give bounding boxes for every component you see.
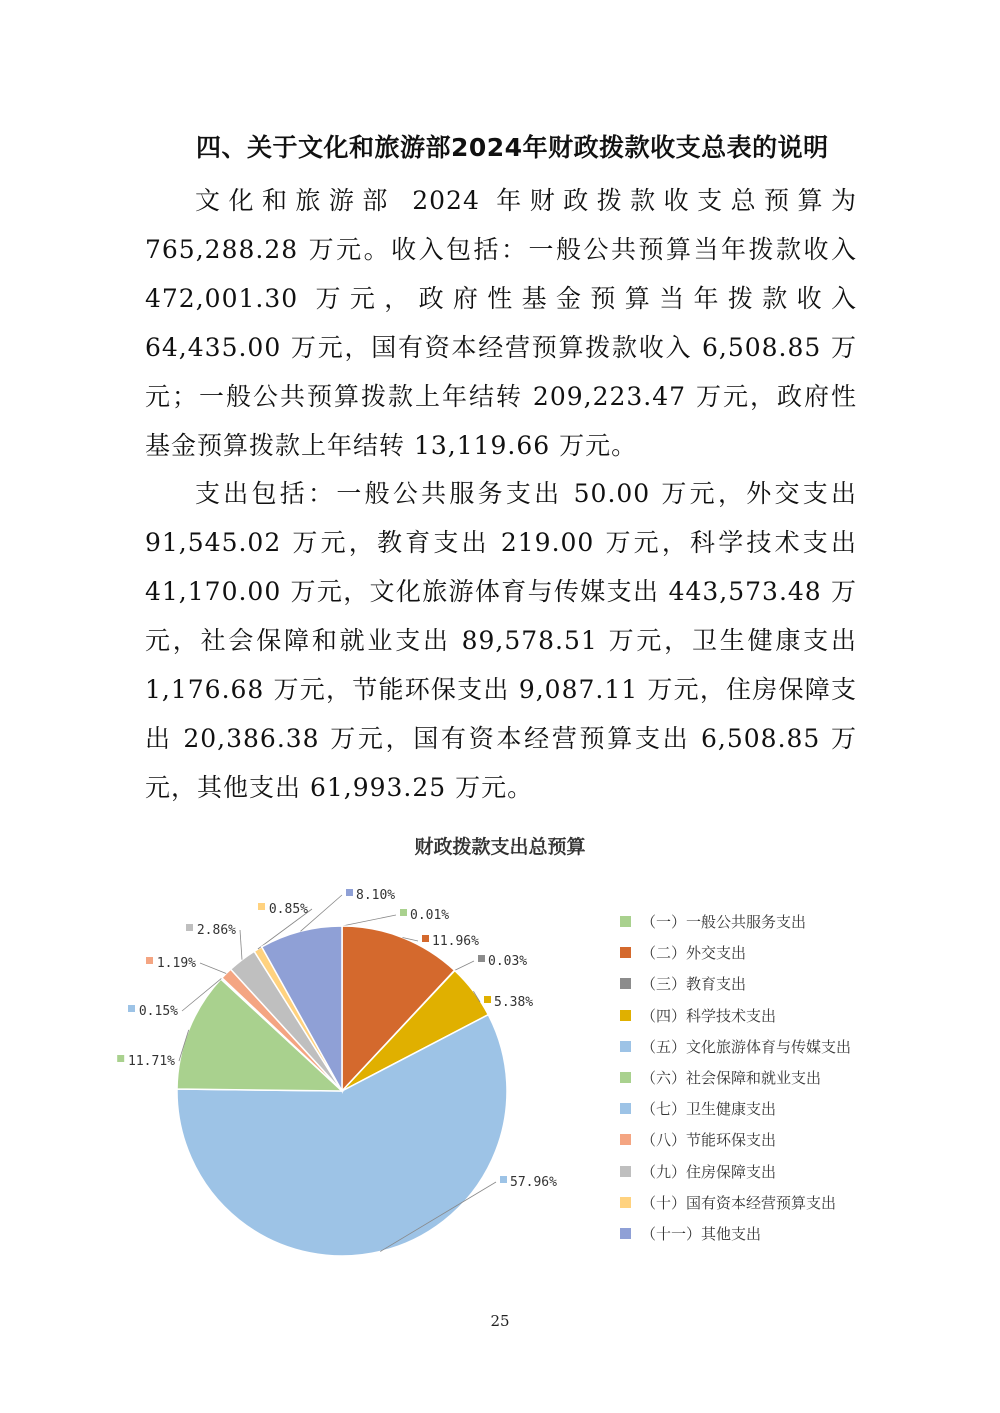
data-label-marker — [422, 935, 429, 942]
data-label: 5.38% — [494, 995, 534, 1010]
legend-item — [620, 937, 990, 968]
legend-swatch — [620, 947, 631, 958]
label-leader-line — [200, 963, 226, 974]
data-label-marker — [117, 1055, 124, 1062]
data-label: 2.86% — [196, 923, 236, 938]
legend-item — [620, 1187, 990, 1218]
legend-swatch — [620, 1197, 631, 1208]
paragraph-income: 文化和旅游部 2024 年财政拨款收支总预算为 765,288.28 万元。收入包括：一般公共预算当年拨款收入 472,001.30 万元，政府性基金预算当年拨款收入 64,435.00 万元，国有资本经营预算拨款收入 6,508.85 万元；一般公共预算拨款上年结转 209,223.47 万元，政府性基金预算拨款上年结转 13,119.66 万元。 — [145, 186, 857, 460]
paragraph-expense: 支出包括：一般公共服务支出 50.00 万元，外交支出 91,545.02 万元，教育支出 219.00 万元，科学技术支出 41,170.00 万元，文化旅游体育与传媒支出 443,573.48 万元，社会保障和就业支出 89,578.51 万元，卫生健康支出 1,176.68 万元，节能环保支出 9,087.11 万元，住房保障支出 20,386.38 万元，国有资本经营预算支出 6,508.85 万元，其他支出 61,993.25 万元。 — [145, 479, 857, 802]
legend-label: （三）教育支出 — [641, 975, 747, 994]
page-number: 25 — [490, 1312, 510, 1330]
legend-swatch — [620, 1072, 631, 1083]
legend-item — [620, 1124, 990, 1155]
label-leader-line — [455, 961, 474, 970]
data-label: 1.19% — [156, 956, 196, 971]
chart-title: 财政拨款支出总预算 — [414, 836, 586, 858]
legend-item — [620, 968, 990, 999]
data-label: 11.96% — [432, 934, 479, 949]
data-label: 0.03% — [488, 954, 528, 969]
legend-item — [620, 1031, 990, 1062]
legend-item — [620, 906, 990, 937]
legend-label: （一）一般公共服务支出 — [641, 913, 807, 932]
legend-swatch — [620, 1103, 631, 1114]
data-label-marker — [484, 996, 491, 1003]
data-label-marker — [478, 955, 485, 962]
data-label: 11.71% — [128, 1054, 175, 1069]
section-heading: 四、关于文化和旅游部2024年财政拨款收支总表的说明 — [196, 133, 829, 162]
legend-label: （四）科学技术支出 — [641, 1006, 777, 1025]
legend-item — [620, 1000, 990, 1031]
data-label: 57.96% — [510, 1175, 557, 1190]
legend-label: （八）节能环保支出 — [641, 1131, 777, 1150]
legend-item — [620, 1093, 990, 1124]
data-label-marker — [500, 1176, 507, 1183]
legend-swatch — [620, 978, 631, 989]
legend-label: （七）卫生健康支出 — [641, 1100, 777, 1119]
legend-swatch — [620, 1134, 631, 1145]
legend-label: （十）国有资本经营预算支出 — [641, 1193, 837, 1212]
data-label-marker — [258, 903, 265, 910]
legend-swatch — [620, 1010, 631, 1021]
legend-label: （九）住房保障支出 — [641, 1162, 777, 1181]
data-label-marker — [146, 957, 153, 964]
data-label: 0.15% — [138, 1004, 178, 1019]
legend-swatch — [620, 916, 631, 927]
legend-label: （六）社会保障和就业支出 — [641, 1069, 822, 1088]
legend-swatch — [620, 1166, 631, 1177]
legend-swatch — [620, 1041, 631, 1052]
data-label-marker — [346, 889, 353, 896]
data-label: 0.85% — [268, 902, 308, 917]
legend-label: （五）文化旅游体育与传媒支出 — [641, 1037, 852, 1056]
legend-item — [620, 1062, 990, 1093]
legend-item — [620, 1156, 990, 1187]
legend-label: （二）外交支出 — [641, 944, 747, 963]
legend-item — [620, 1218, 990, 1249]
label-leader-line — [342, 915, 396, 926]
legend-label: （十一）其他支出 — [641, 1224, 762, 1243]
data-label-marker — [128, 1005, 135, 1012]
data-label: 8.10% — [356, 888, 396, 903]
legend-swatch — [620, 1228, 631, 1239]
chart-legend — [620, 906, 990, 1249]
label-leader-line — [240, 930, 242, 960]
data-label-marker — [186, 924, 193, 931]
data-label: 0.01% — [410, 908, 450, 923]
data-label-marker — [400, 909, 407, 916]
